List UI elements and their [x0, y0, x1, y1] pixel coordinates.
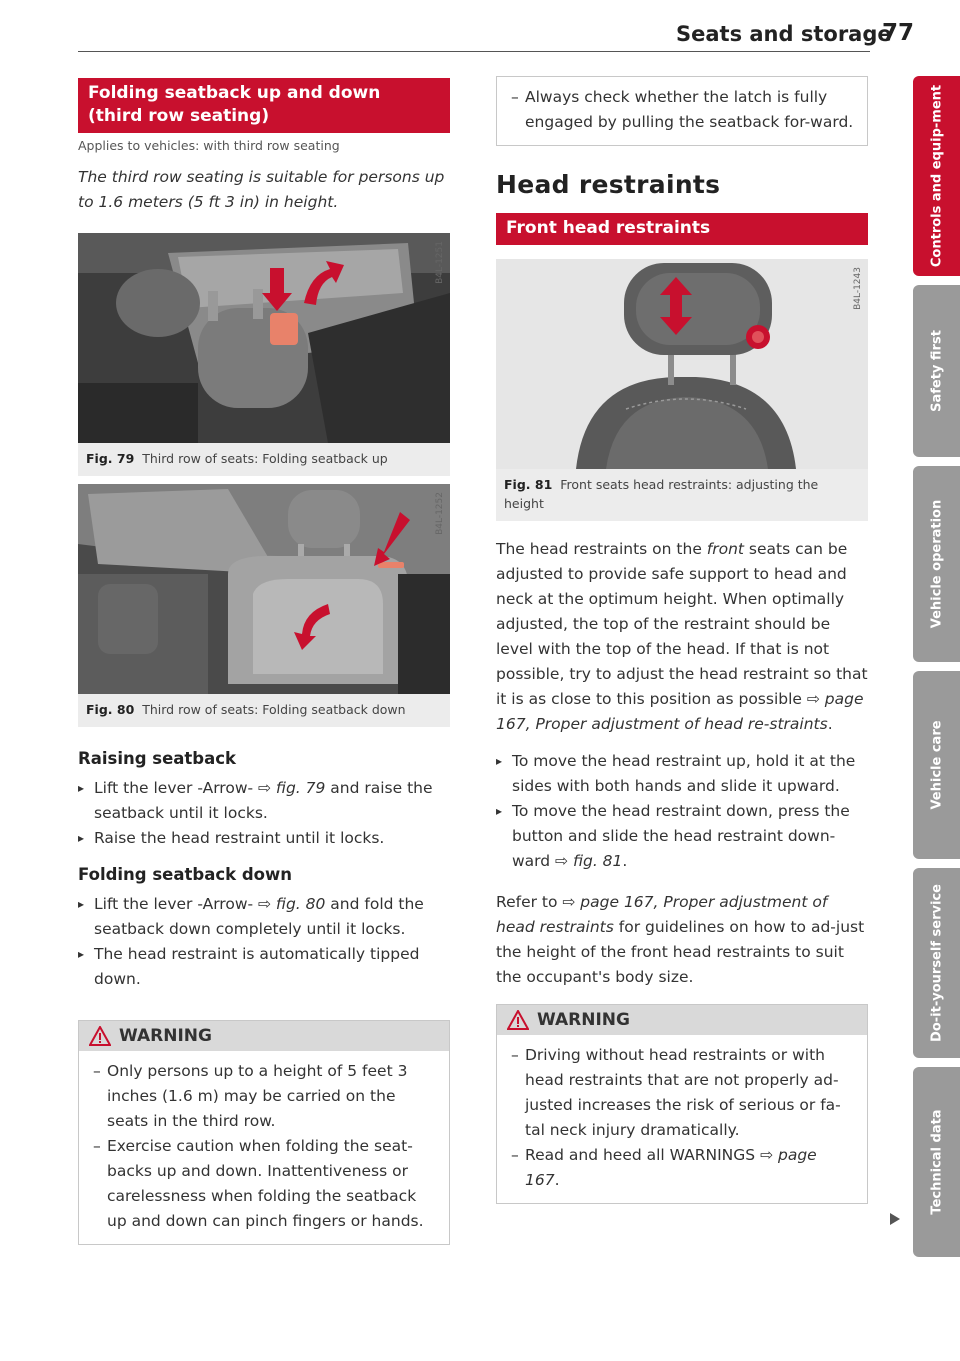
warning-header: [79, 1021, 449, 1051]
figure-label: Fig. 80: [86, 702, 135, 717]
figure-code: B4L-1252: [435, 492, 445, 535]
chapter-title-head-restraints: Head restraints: [496, 170, 721, 199]
list-item: – Driving without head restraints or with head restraints that are not properly ad-justed increases the risk of serious or fa-tal neck injury dramatically.: [511, 1043, 855, 1143]
warning-title: WARNING: [119, 1026, 212, 1046]
warning-title: WARNING: [537, 1010, 630, 1030]
tab-safety-first[interactable]: Safety first: [913, 285, 960, 457]
list-item: – Only persons up to a height of 5 feet 3 inches (1.6 m) may be carried on the seats in the third row.: [93, 1059, 437, 1134]
warning-list: [497, 1035, 867, 1203]
warning-list: [79, 1051, 449, 1244]
figure-code: B4L-1243: [853, 267, 863, 310]
subheading-raising-seatback: Raising seatback: [78, 749, 237, 768]
right-column: [496, 76, 868, 1204]
list-item: – Exercise caution when folding the seat-backs up and down. Inattentiveness or carelessness when folding the seatback up and down can pinch fingers or hands.: [93, 1134, 437, 1234]
header-rule: [78, 51, 870, 52]
warning-box: [496, 1004, 868, 1204]
figure-caption: [78, 443, 450, 472]
cross-reference-link[interactable]: ⇨ fig. 81: [555, 852, 623, 870]
photo-seatback-up: [78, 233, 450, 443]
chapter-tabs: [913, 76, 960, 1266]
paragraph-refer-to: Refer to ⇨ page 167, Proper adjustment of head restraints for guidelines on how to ad-just the height of the front head restraints to suit the occupant's body size.: [496, 893, 865, 986]
figure-80: [78, 484, 450, 727]
raising-steps: [78, 776, 450, 851]
intro-text: The third row seating is suitable for persons up to 1.6 meters (5 ft 3 in) in height.: [78, 168, 445, 211]
continued-box: [496, 76, 868, 146]
photo-head-restraint: [496, 259, 868, 469]
warning-box: [78, 1020, 450, 1245]
tab-vehicle-care[interactable]: Vehicle care: [913, 671, 960, 859]
section-title-folding-seatback: Folding seatback up and down (third row seating): [78, 78, 450, 133]
cross-reference-link[interactable]: ⇨ page 167, Proper adjustment of head restraints: [496, 893, 828, 936]
head-restraint-steps: [496, 749, 868, 874]
tab-controls-and-equipment[interactable]: Controls and equip-ment: [913, 76, 960, 276]
cross-reference-link[interactable]: ⇨ fig. 80: [258, 895, 326, 913]
warning-header: [497, 1005, 867, 1035]
tab-vehicle-operation[interactable]: Vehicle operation: [913, 466, 960, 662]
figure-label: Fig. 81: [504, 477, 553, 492]
list-item: ▸ Raise the head restraint until it locks.: [78, 826, 450, 851]
page-number: 77: [882, 20, 915, 46]
emphasis-front: front: [706, 540, 744, 558]
figure-caption-text: Third row of seats: Folding seatback up: [142, 451, 388, 466]
list-item: ▸ To move the head restraint down, press the button and slide the head restraint down-ward ⇨ fig. 81.: [496, 799, 868, 874]
list-item: ▸ Lift the lever -Arrow- ⇨ fig. 80 and fold the seatback down completely until it locks.: [78, 892, 450, 942]
warning-triangle-icon: [89, 1026, 111, 1046]
continue-arrow-icon: [890, 1213, 900, 1225]
list-item: ▸ The head restraint is automatically tipped down.: [78, 942, 450, 992]
cross-reference-link[interactable]: ⇨ page 167: [525, 1146, 817, 1189]
applies-to-note: Applies to vehicles: with third row seating: [78, 138, 340, 153]
folding-steps: [78, 892, 450, 992]
cross-reference-link[interactable]: ⇨ fig. 79: [258, 779, 326, 797]
section-title-front-head-restraints: Front head restraints: [496, 213, 868, 245]
figure-code: B4L-1251: [435, 241, 445, 284]
running-header-title: Seats and storage: [676, 22, 892, 46]
figure-caption-text: Front seats head restraints: adjusting the height: [504, 477, 819, 511]
figure-81: [496, 259, 868, 521]
warning-triangle-icon: [507, 1010, 529, 1030]
photo-seatback-down: [78, 484, 450, 694]
continued-list: [497, 77, 867, 145]
list-item: ▸ Lift the lever -Arrow- ⇨ fig. 79 and raise the seatback until it locks.: [78, 776, 450, 826]
figure-label: Fig. 79: [86, 451, 135, 466]
list-item: – Read and heed all WARNINGS ⇨ page 167.: [511, 1143, 855, 1193]
figure-caption-text: Third row of seats: Folding seatback down: [142, 702, 406, 717]
figure-caption: [496, 469, 868, 517]
figure-caption: [78, 694, 450, 723]
tab-technical-data[interactable]: Technical data: [913, 1067, 960, 1257]
figure-79: [78, 233, 450, 476]
cross-reference-link[interactable]: ⇨ page 167, Proper adjustment of head re-straints: [496, 690, 864, 733]
list-item: – Always check whether the latch is fully engaged by pulling the seatback for-ward.: [511, 85, 855, 135]
paragraph-front-head-restraints: The head restraints on the front seats can be adjusted to provide safe support to head and neck at the optimum height. When optimally adjusted, the top of the restraint should be level with the top of the head. If that is not possible, try to adjust the head restraint so that it is as close to this position as possible ⇨ page 167, Proper adjustment of head re-straints.: [496, 540, 868, 733]
tab-do-it-yourself-service[interactable]: Do-it-yourself service: [913, 868, 960, 1058]
list-item: ▸ To move the head restraint up, hold it at the sides with both hands and slide it upward.: [496, 749, 868, 799]
left-column: [78, 78, 450, 1245]
subheading-folding-seatback-down: Folding seatback down: [78, 865, 292, 884]
